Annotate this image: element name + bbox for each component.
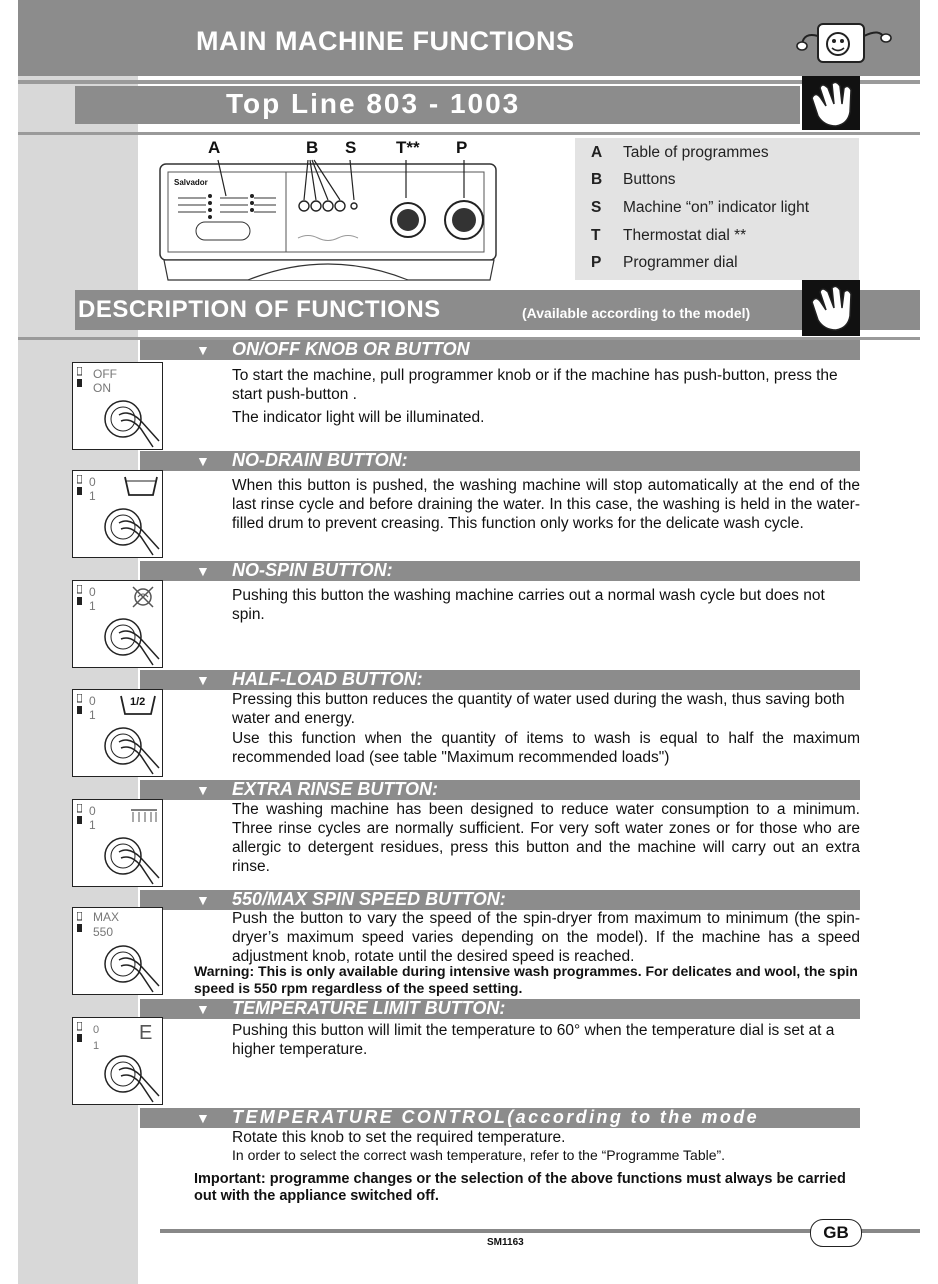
legend (575, 138, 859, 280)
tub-icon (123, 475, 161, 497)
no-spin-button-illustration (72, 580, 163, 668)
page-title: MAIN MACHINE FUNCTIONS (196, 26, 575, 56)
half-load-button-illustration (72, 689, 163, 777)
section-title-no-spin: NO-SPIN BUTTON: (232, 560, 393, 580)
finger-press-icon (101, 609, 163, 667)
no-spin-icon (131, 585, 155, 609)
switch-symbol-icon (77, 585, 82, 607)
finger-press-icon (101, 391, 163, 449)
section-text: In order to select the correct wash temperature, refer to the “Programme Table”. (232, 1147, 726, 1163)
on-off-button-illustration (72, 362, 163, 450)
legend-item: P Programmer dial (591, 254, 738, 271)
hand-icon-box (802, 280, 860, 336)
on-label: ON (93, 381, 111, 395)
section-text: Pushing this button will limit the temperature to 60° when the temperature dial is set at a higher temperature. (232, 1022, 835, 1058)
description-title: DESCRIPTION OF FUNCTIONS (78, 296, 441, 323)
one-label: 1 (89, 708, 96, 722)
switch-symbol-icon (77, 475, 82, 497)
legend-item: S Machine “on” indicator light (591, 199, 810, 216)
one-label: 1 (89, 818, 96, 832)
legend-item: B Buttons (591, 171, 676, 188)
triangle-icon: ▼ (196, 892, 210, 908)
diagram-label-s: S (345, 138, 357, 157)
description-subtitle: (Available according to the model) (522, 305, 751, 321)
zero-label: 0 (89, 475, 96, 489)
washing-machine-mascot-icon (796, 14, 896, 72)
hand-icon (802, 280, 860, 336)
section-text: Rotate this knob to set the required temperature. (232, 1129, 566, 1146)
extra-rinse-icon (129, 806, 159, 824)
one-label: 1 (89, 599, 96, 613)
important-note: Important: programme changes or the selection of the above functions must always be carried out with the appliance switched off. (194, 1171, 846, 1204)
document-code: SM1163 (487, 1237, 524, 1248)
switch-symbol-icon (77, 694, 82, 716)
finger-press-icon (101, 936, 163, 994)
diagram-label-t: T** (396, 138, 420, 157)
triangle-icon: ▼ (196, 672, 210, 688)
control-panel-diagram (158, 138, 503, 288)
section-text: Push the button to vary the speed of the spin-dryer from maximum to minimum (the spin-dryer’s maximum speed varies depending on the model). If the machine has a speed adjustment knob, rotate until the desired speed is reached. (232, 910, 860, 965)
section-title-temperature-limit: TEMPERATURE LIMIT BUTTON: (232, 998, 506, 1018)
spin-speed-button-illustration (72, 907, 163, 995)
model-title: Top Line 803 - 1003 (226, 88, 521, 119)
brand-logo: Salvador (174, 178, 208, 187)
triangle-icon: ▼ (196, 563, 210, 579)
section-title-half-load: HALF-LOAD BUTTON: (232, 669, 423, 689)
diagram-label-p: P (456, 138, 468, 157)
hand-icon-box (802, 76, 860, 130)
diagram-label-b: B (306, 138, 319, 157)
divider (18, 132, 920, 135)
legend-item: T Thermostat dial ** (591, 227, 747, 244)
zero-label: 0 (93, 1024, 100, 1036)
temperature-limit-button-illustration (72, 1017, 163, 1105)
section-text: Pressing this button reduces the quantity of water used during the wash, thus saving both water and energy. (232, 691, 845, 727)
triangle-icon: ▼ (196, 453, 210, 469)
finger-press-icon (101, 828, 163, 886)
extra-rinse-button-illustration (72, 799, 163, 887)
diagram-label-a: A (208, 138, 221, 157)
one-label: 1 (89, 489, 96, 503)
triangle-icon: ▼ (196, 782, 210, 798)
language-badge: GB (810, 1219, 862, 1247)
triangle-icon: ▼ (196, 1001, 210, 1017)
off-label: OFF (93, 367, 117, 381)
zero-label: 0 (89, 694, 96, 708)
one-label: 1 (93, 1040, 100, 1052)
section-title-on-off: ON/OFF KNOB OR BUTTON (232, 339, 470, 359)
switch-symbol-icon (77, 804, 82, 826)
switch-symbol-icon (77, 1022, 82, 1044)
footer-divider (160, 1229, 920, 1233)
finger-press-icon (101, 499, 163, 557)
warning-text: Warning: This is only available during intensive wash programmes. For delicates and wool, the spin speed is 550 rpm regardless of the speed setting. (194, 963, 858, 996)
finger-press-icon (101, 718, 163, 776)
e-symbol-icon: E (139, 1022, 153, 1044)
divider (18, 80, 920, 84)
section-title-temperature-control: TEMPERATURE CONTROL(according to the mode (232, 1107, 760, 1127)
zero-label: 0 (89, 585, 96, 599)
section-title-extra-rinse: EXTRA RINSE BUTTON: (232, 779, 439, 799)
legend-item: A Table of programmes (591, 144, 769, 161)
no-drain-button-illustration (72, 470, 163, 558)
section-title-spin-speed: 550/MAX SPIN SPEED BUTTON: (232, 889, 506, 909)
section-text: To start the machine, pull programmer knob or if the machine has push-button, press the start push-button . (232, 367, 838, 403)
half-load-label: 1/2 (130, 696, 146, 708)
section-text: The indicator light will be illuminated. (232, 409, 485, 426)
zero-label: 0 (89, 804, 96, 818)
triangle-icon: ▼ (196, 1110, 210, 1126)
section-text: Use this function when the quantity of items to wash is equal to half the maximum recommended load (see table "Maximum recommended loads") (232, 730, 860, 766)
max-label: MAX (93, 910, 120, 924)
finger-press-icon (101, 1046, 163, 1104)
section-text: The washing machine has been designed to reduce water consumption to a minimum. Three rinse cycles are normally sufficient. For very soft water zones or for those who are allergic to detergent residues, press this button and the machine will carry out an extra rinse. (232, 801, 860, 875)
hand-icon (802, 76, 860, 130)
section-text: When this button is pushed, the washing machine will stop automatically at the end of the last rinse cycle and before draining the water. In this case, the washing is held in the water-filled drum to prevent creasing. This function only works for the delicate wash cycle. (232, 477, 860, 532)
section-text: Pushing this button the washing machine carries out a normal wash cycle but does not spin. (232, 587, 825, 623)
switch-symbol-icon (77, 367, 82, 389)
switch-symbol-icon (77, 912, 82, 934)
triangle-icon: ▼ (196, 342, 210, 358)
speed-550-label: 550 (93, 925, 114, 939)
section-title-no-drain: NO-DRAIN BUTTON: (232, 450, 408, 470)
